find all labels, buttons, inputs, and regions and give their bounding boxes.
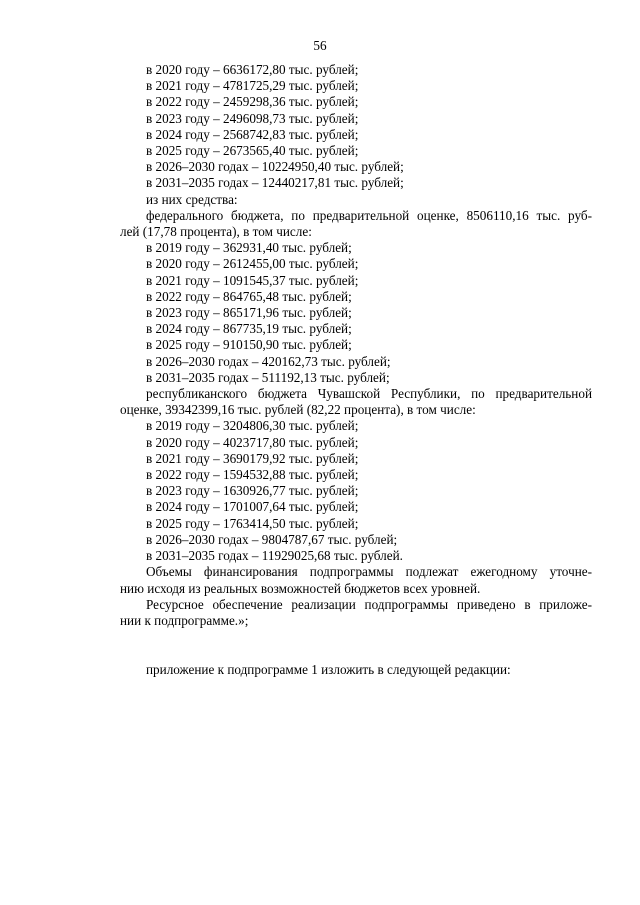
text-line: в 2025 году – 910150,90 тыс. рублей; [146,337,352,353]
text-line: Объемы финансирования подпрограммы подлежат ежегодному уточне- [146,564,592,580]
funding-total-list [120,62,592,208]
text-line: в 2019 году – 3204806,30 тыс. рублей; [146,418,359,434]
text-line: в 2024 году – 867735,19 тыс. рублей; [146,321,352,337]
text-line: в 2031–2035 годах – 12440217,81 тыс. рублей; [146,175,404,191]
text-line: в 2024 году – 1701007,64 тыс. рублей; [146,499,359,515]
text-line: в 2031–2035 годах – 511192,13 тыс. рублей; [146,369,390,385]
text-line: лей (17,78 процента), в том числе: [120,224,312,240]
text-line: в 2025 году – 1763414,50 тыс. рублей; [146,515,359,531]
text-line: в 2026–2030 годах – 10224950,40 тыс. рублей; [146,159,404,175]
text-line: нию исходя из реальных возможностей бюджетов всех уровней. [120,580,481,596]
republic-budget-list [120,418,592,564]
text-line: в 2023 году – 865171,96 тыс. рублей; [146,305,352,321]
resources-paragraph [120,597,592,629]
republic-budget-paragraph [120,386,592,418]
text-line: в 2021 году – 3690179,92 тыс. рублей; [146,450,359,466]
text-line: в 2031–2035 годах – 11929025,68 тыс. рублей. [146,548,403,564]
text-line: республиканского бюджета Чувашской Республики, по предварительной [146,386,592,402]
text-line: оценке, 39342399,16 тыс. рублей (82,22 процента), в том числе: [120,402,476,418]
spacer [120,629,592,662]
text-line: в 2022 году – 2459298,36 тыс. рублей; [146,94,359,110]
text-line: в 2022 году – 864765,48 тыс. рублей; [146,288,352,304]
text-line: в 2023 году – 2496098,73 тыс. рублей; [146,110,359,126]
text-line: нии к подпрограмме.»; [120,612,249,628]
text-line: в 2021 году – 4781725,29 тыс. рублей; [146,78,359,94]
text-line: в 2021 году – 1091545,37 тыс. рублей; [146,272,359,288]
text-line: в 2024 году – 2568742,83 тыс. рублей; [146,126,359,142]
text-line: в 2026–2030 годах – 420162,73 тыс. рублей; [146,353,391,369]
final-instruction: приложение к подпрограмме 1 изложить в следующей редакции: [146,662,511,678]
text-line: в 2020 году – 2612455,00 тыс. рублей; [146,256,359,272]
text-line: в 2020 году – 6636172,80 тыс. рублей; [146,62,359,77]
document-body [120,62,592,678]
text-line: из них средства: [146,191,238,207]
federal-budget-list [120,240,592,386]
text-line: в 2019 году – 362931,40 тыс. рублей; [146,240,352,256]
text-line: в 2025 году – 2673565,40 тыс. рублей; [146,143,359,159]
text-line: федерального бюджета, по предварительной оценке, 8506110,16 тыс. руб- [146,207,592,223]
volumes-paragraph [120,564,592,596]
text-line: в 2023 году – 1630926,77 тыс. рублей; [146,483,359,499]
text-line: в 2022 году – 1594532,88 тыс. рублей; [146,467,359,483]
federal-budget-paragraph [120,208,592,240]
text-line: Ресурсное обеспечение реализации подпрограммы приведено в приложе- [146,596,592,612]
text-line: в 2026–2030 годах – 9804787,67 тыс. рублей; [146,531,398,547]
page-number: 56 [313,38,327,53]
text-line: в 2020 году – 4023717,80 тыс. рублей; [146,434,359,450]
